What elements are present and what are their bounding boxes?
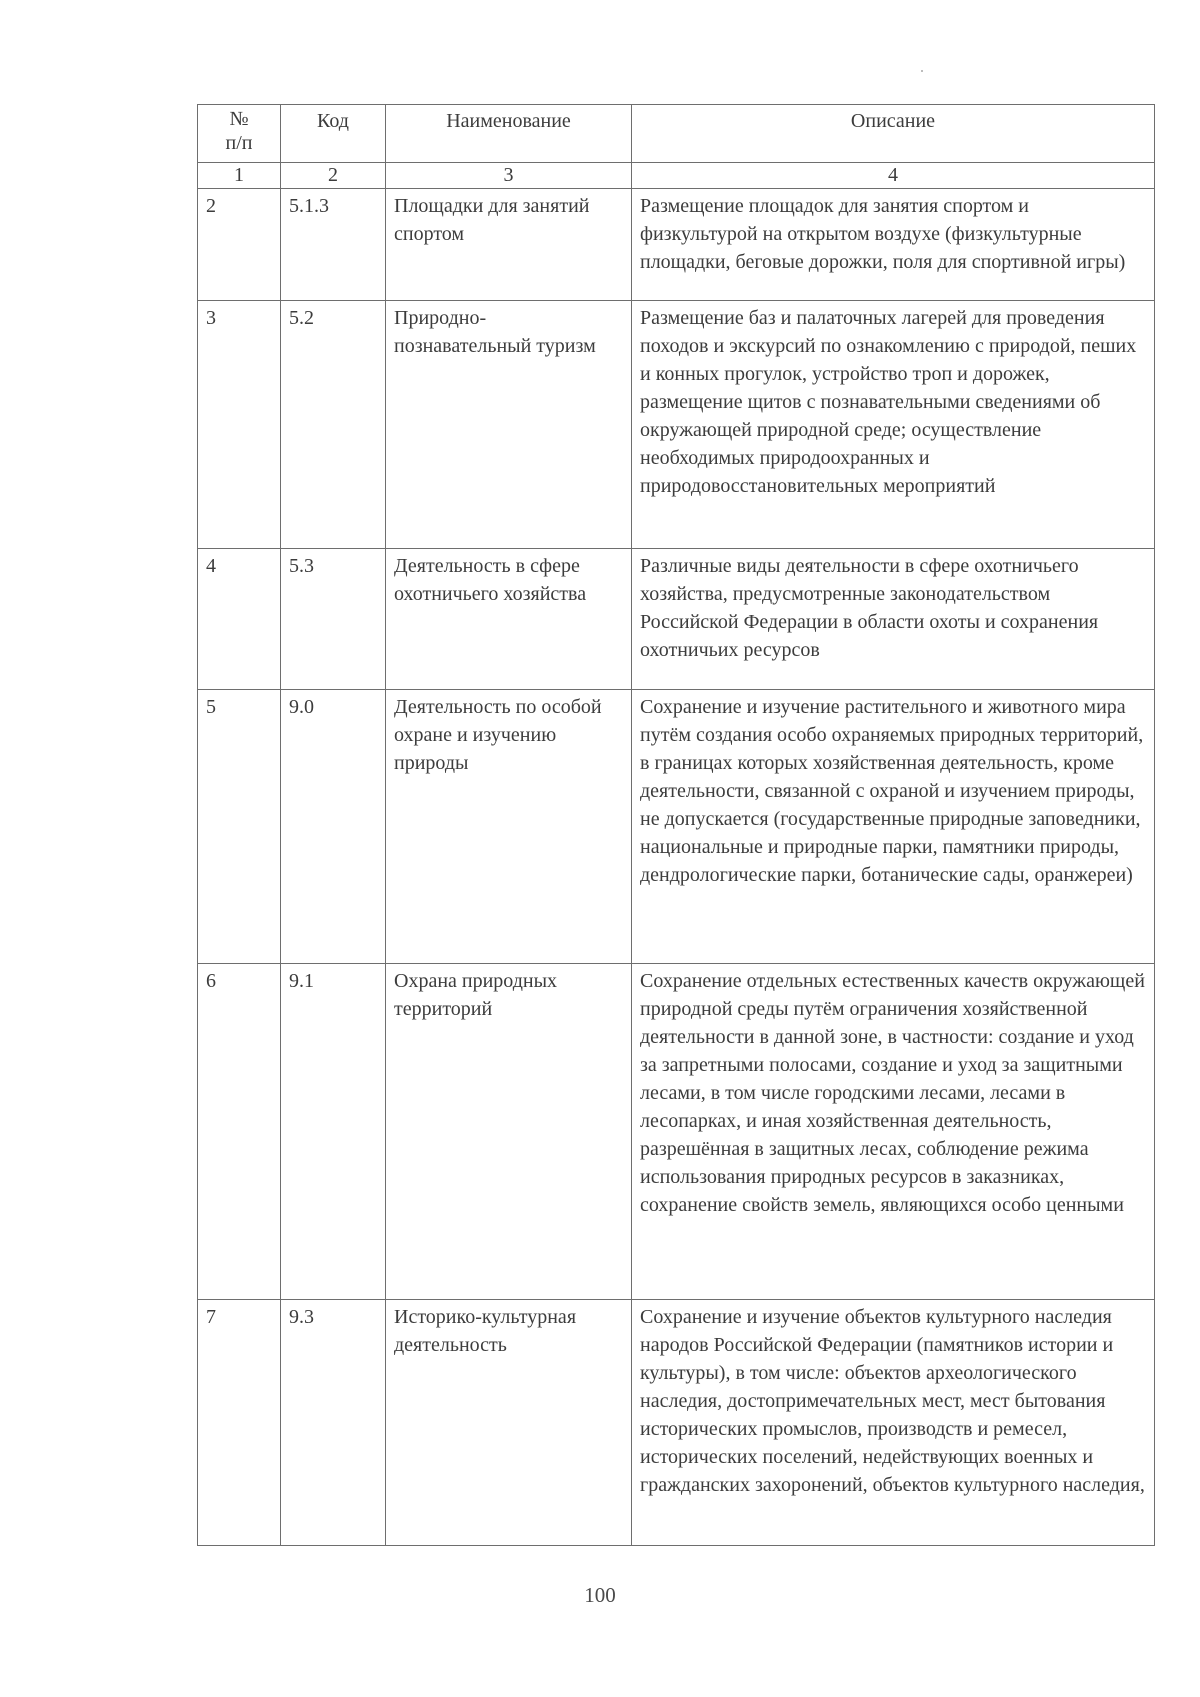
header-name: Наименование [386, 105, 632, 163]
table-row [198, 549, 1155, 690]
row-code: 9.0 [281, 690, 386, 964]
column-number: 1 [198, 163, 281, 189]
column-number: 2 [281, 163, 386, 189]
row-name: Площадки для занятий спортом [386, 189, 632, 301]
row-description: Различные виды деятельности в сфере охотничьего хозяйства, предусмотренные законодательством Российской Федерации в области охоты и сохранения охотничьих ресурсов [632, 549, 1155, 690]
header-description: Описание [632, 105, 1155, 163]
scan-speck [921, 70, 923, 72]
column-number: 3 [386, 163, 632, 189]
row-name: Деятельность в сфере охотничьего хозяйства [386, 549, 632, 690]
header-num: № п/п [198, 105, 281, 163]
column-number: 4 [632, 163, 1155, 189]
row-num: 3 [198, 301, 281, 549]
table-row [198, 301, 1155, 549]
row-num: 2 [198, 189, 281, 301]
row-num: 5 [198, 690, 281, 964]
header-code: Код [281, 105, 386, 163]
row-description: Сохранение и изучение растительного и животного мира путём создания особо охраняемых природных территорий, в границах которых хозяйственная деятельность, кроме деятельности, связанной с охраной и изучением природы, не допускается (государственные природные заповедники, национальные и природные парки, памятники природы, дендрологические парки, ботанические сады, оранжереи) [632, 690, 1155, 964]
row-code: 5.1.3 [281, 189, 386, 301]
row-code: 9.3 [281, 1300, 386, 1546]
table-row [198, 690, 1155, 964]
row-name: Деятельность по особой охране и изучению природы [386, 690, 632, 964]
column-number-row [198, 163, 1155, 189]
row-name: Историко-культурная деятельность [386, 1300, 632, 1546]
table-row [198, 1300, 1155, 1546]
row-description: Сохранение отдельных естественных качеств окружающей природной среды путём ограничения хозяйственной деятельности в данной зоне, в частности: создание и уход за запретными полосами, создание и уход за защитными лесами, в том числе городскими лесами, лесами в лесопарках, и иная хозяйственная деятельность, разрешённая в защитных лесах, соблюдение режима использования природных ресурсов в заказниках, сохранение свойств земель, являющихся особо ценными [632, 964, 1155, 1300]
row-code: 9.1 [281, 964, 386, 1300]
row-description: Сохранение и изучение объектов культурного наследия народов Российской Федерации (памятников истории и культуры), в том числе: объектов археологического наследия, достопримечательных мест, мест бытования исторических промыслов, производств и ремесел, исторических поселений, недействующих военных и гражданских захоронений, объектов культурного наследия, [632, 1300, 1155, 1546]
header-row [198, 105, 1155, 163]
page-number: 100 [584, 1583, 616, 1607]
row-num: 7 [198, 1300, 281, 1546]
row-name: Природно- познавательный туризм [386, 301, 632, 549]
row-name: Охрана природных территорий [386, 964, 632, 1300]
row-num: 6 [198, 964, 281, 1300]
row-description: Размещение баз и палаточных лагерей для проведения походов и экскурсий по ознакомлению с природой, пеших и конных прогулок, устройство троп и дорожек, размещение щитов с познавательными сведениями об окружающей природной среде; осуществление необходимых природоохранных и природовосстановительных мероприятий [632, 301, 1155, 549]
row-code: 5.2 [281, 301, 386, 549]
row-num: 4 [198, 549, 281, 690]
table-row [198, 964, 1155, 1300]
row-code: 5.3 [281, 549, 386, 690]
land-use-table [197, 104, 1155, 1546]
row-description: Размещение площадок для занятия спортом и физкультурой на открытом воздухе (физкультурные площадки, беговые дорожки, поля для спортивной игры) [632, 189, 1155, 301]
table-row [198, 189, 1155, 301]
